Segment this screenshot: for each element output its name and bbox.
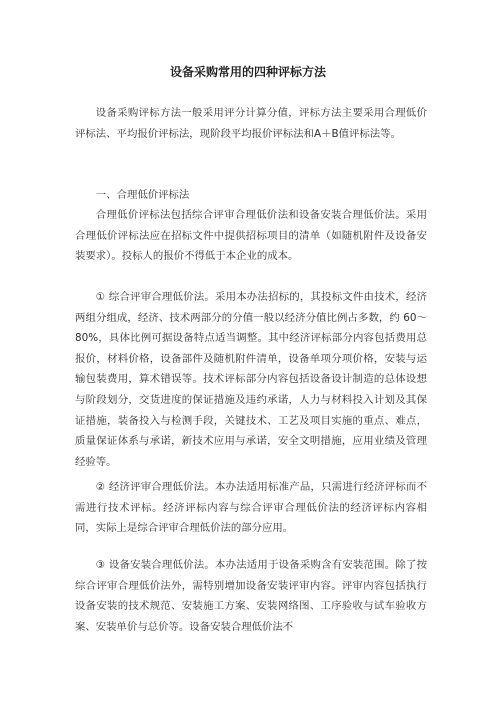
method-paragraph-2: ② 经济评审合理低价法。本办法适用标准产品，只需进行经济评标而不需进行技术评标。经济评标内容与综合评审合理低价法的经济评标内容相同，实际上是综合评审合理低价法的部分应用。: [75, 481, 427, 535]
method-paragraph-1: ① 综合评审合理低价法。采用本办法招标的，其投标文件由技术，经济两组分组成，经济、技术两部分的分值一般以经济分值比例占多数，约 60～80%，具体比例可据设备特点适当调整。其中经济评标部分内容包括费用总报价，材料价格，设备部件及随机附件清单，设备单项分项价格，安装与运输包装费用，算术错误等。技术评标部分内容包括设备设计制造的总体设想与阶段划分，交货进度的保证措施及违约承诺，人力与材料投入计划及其保证措施，装备投入与检测手段，关键技术、工艺及项目实施的重点、难点，质量保证体系与承诺，新技术应用与承诺，安全文明措施，应用业绩及管理经验等。: [75, 291, 427, 468]
method-paragraph-3: ③ 设备安装合理低价法。本办法适用于设备采购含有安装范围。除了按综合评审合理低价法外，需特别增加设备安装评审内容。评审内容包括执行设备安装的技术规范、安装施工方案、安装网络图、工序验收与试车验收方案、安装单价与总价等。设备安装合理低价法不: [75, 559, 427, 633]
document-title: 设备采购常用的四种评标方法: [169, 65, 326, 79]
section-heading-1: 一、合理低价评标法: [95, 189, 190, 201]
section-paragraph-1: 合理低价评标法包括综合评审合理低价法和设备安装合理低价法。采用合理低价评标法应在招标文件中提供招标项目的清单（如随机附件及设备安装要求）。投标人的报价不得低于本企业的成本。: [75, 209, 427, 263]
intro-paragraph: 设备采购评标方法一般采用评分计算分值，评标方法主要采用合理低价评标法、平均报价评标法，现阶段平均报价评标法和A＋B值评标法等。: [75, 107, 427, 140]
